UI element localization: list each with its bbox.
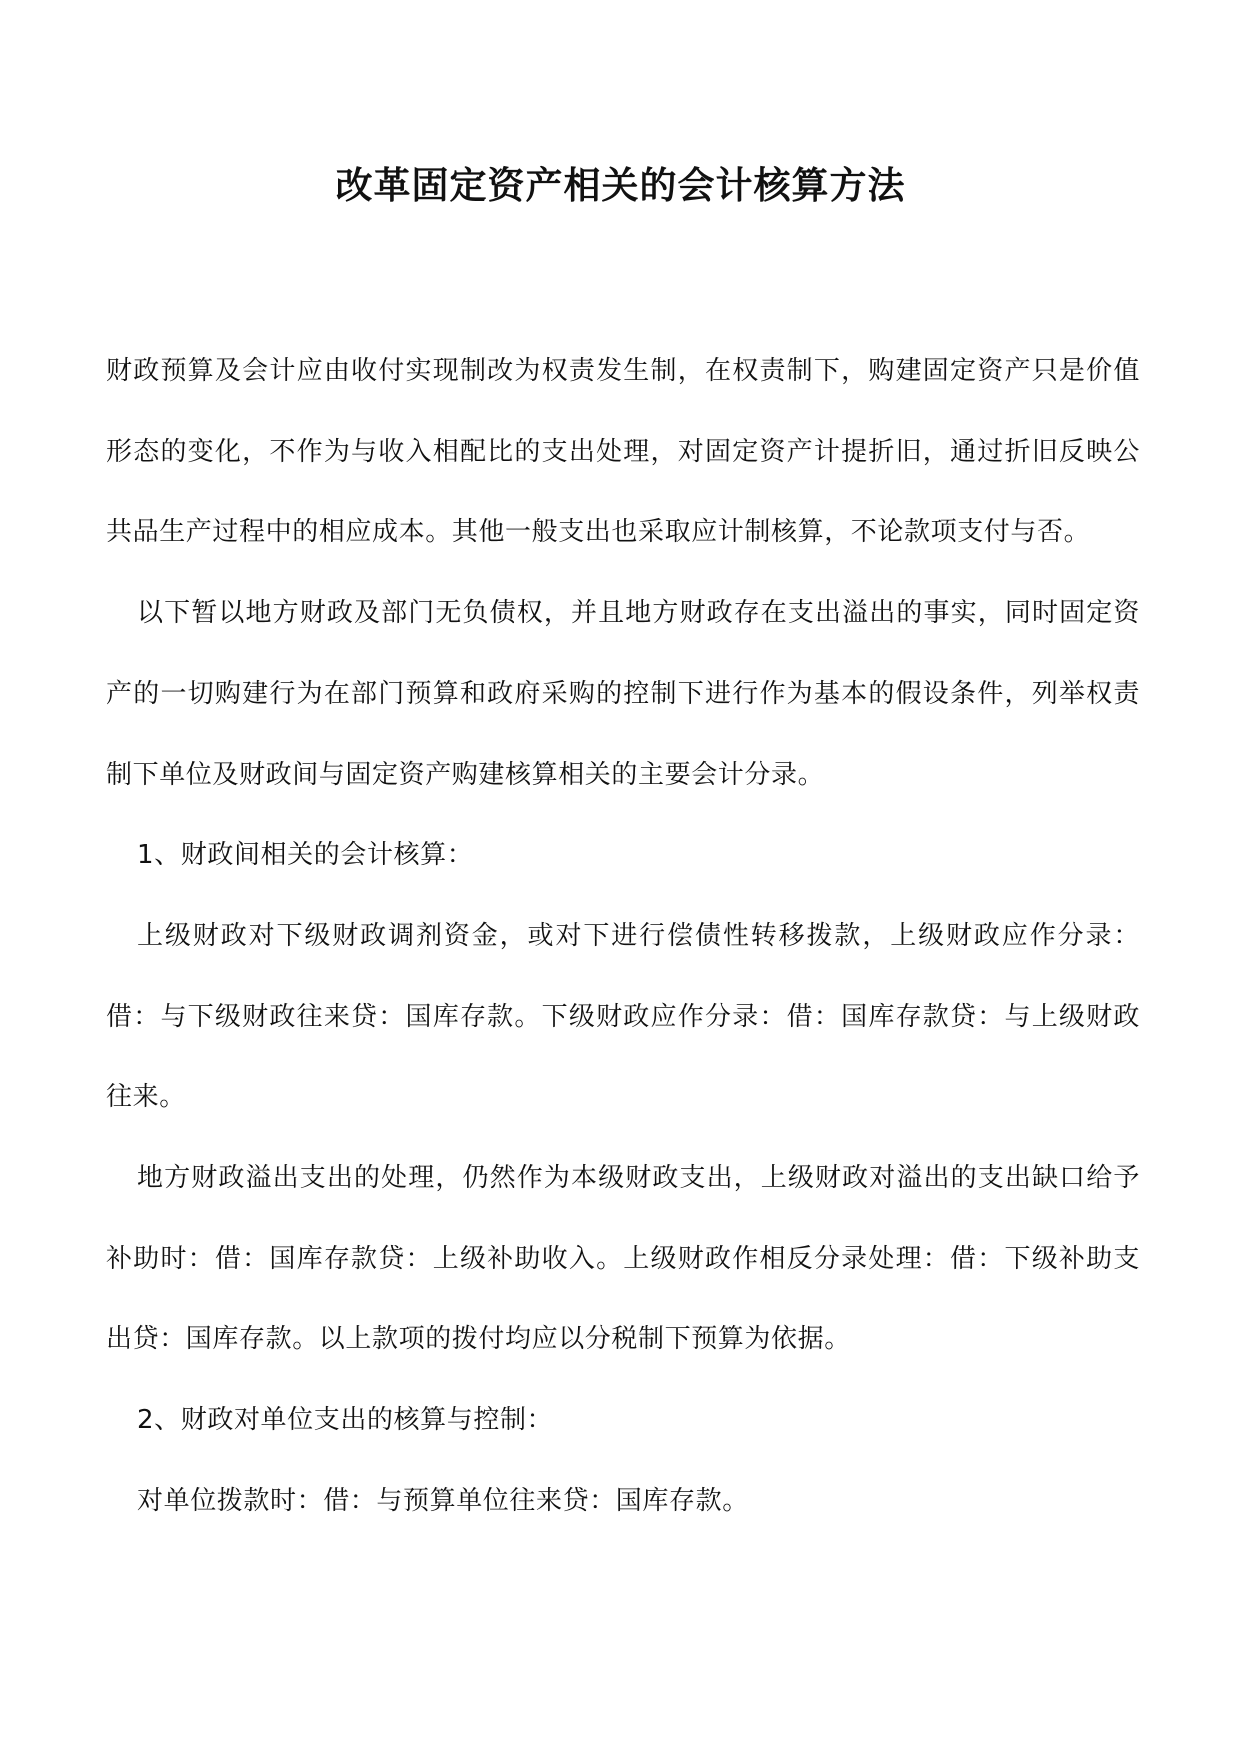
paragraph-unit-allocation: 对单位拨款时：借：与预算单位往来贷：国库存款。 [137,1485,749,1516]
paragraph-spillover-entries: 地方财政溢出支出的处理，仍然作为本级财政支出，上级财政对溢出的支出缺口给予补助时：借：国库存款贷：上级补助收入。上级财政作相反分录处理：借：下级补助支出贷：国库存款。以上款项的拨付均应以分税制下预算为依据。 [106,1163,1140,1355]
paragraph-assumptions: 以下暂以地方财政及部门无负债权，并且地方财政存在支出溢出的事实，同时固定资产的一切购建行为在部门预算和政府采购的控制下进行作为基本的假设条件，列举权责制下单位及财政间与固定资产购建核算相关的主要会计分录。 [106,598,1140,790]
section-heading-intergovernmental: 1、财政间相关的会计核算： [137,840,474,871]
document-title: 改革固定资产相关的会计核算方法 [335,164,906,207]
document-body [106,331,1140,1542]
paragraph-accrual-basis: 财政预算及会计应由收付实现制改为权责发生制，在权责制下，购建固定资产只是价值形态的变化，不作为与收入相配比的支出处理，对固定资产计提折旧，通过折旧反映公共品生产过程中的相应成本。其他一般支出也采取应计制核算，不论款项支付与否。 [106,356,1140,548]
paragraph-transfer-entries: 上级财政对下级财政调剂资金，或对下进行偿债性转移拨款，上级财政应作分录：借：与下级财政往来贷：国库存款。下级财政应作分录：借：国库存款贷：与上级财政往来。 [106,920,1140,1113]
section-heading-unit-expenditure: 2、财政对单位支出的核算与控制： [137,1405,554,1436]
